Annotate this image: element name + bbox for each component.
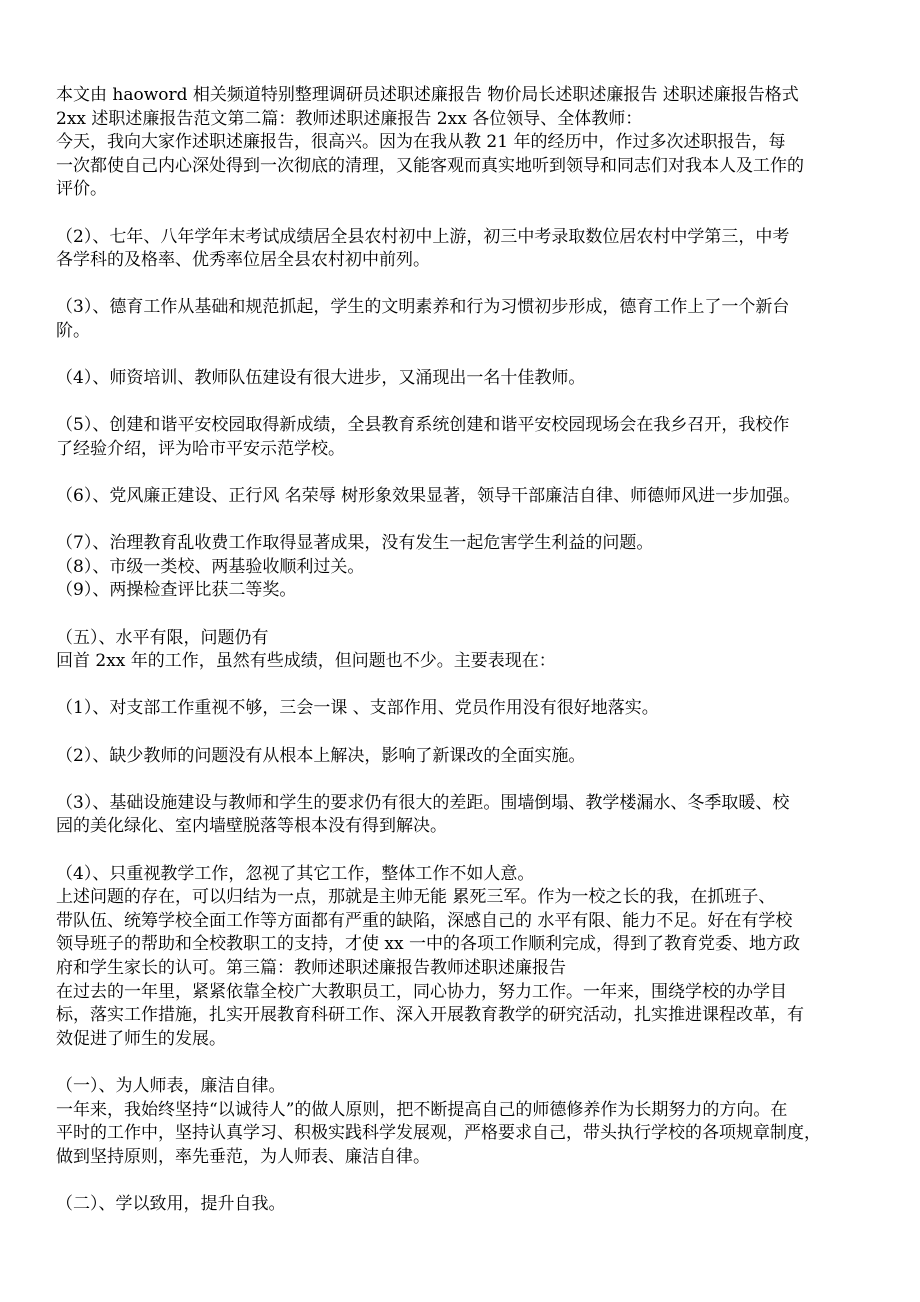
text-line: （一）、为人师表，廉洁自律。 [56, 1075, 286, 1096]
blank-line [56, 462, 876, 486]
text-line: 带队伍、统筹学校全面工作等方面都有严重的缺陷，深感自己的 水平有限、能力不足。好在有学校 [56, 910, 793, 931]
blank-line [56, 839, 876, 863]
text-line: 本文由 haoword 相关频道特别整理调研员述职述廉报告 物价局长述职述廉报告 述职述廉报告格式 [56, 85, 799, 105]
blank-line [56, 603, 876, 627]
text-line: （5）、创建和谐平安校园取得新成绩，全县教育系统创建和谐平安校园现场会在我乡召开，我校作 [56, 415, 790, 436]
text-line: （3）、基础设施建设与教师和学生的要求仍有很大的差距。围墙倒塌、教学楼漏水、冬季取暖、校 [56, 792, 790, 813]
text-line: 各学科的及格率、优秀率位居全县农村初中前列。 [56, 250, 430, 271]
blank-line [56, 721, 876, 745]
text-line: 园的美化绿化、室内墙壁脱落等根本没有得到解决。 [56, 816, 447, 837]
text-line: （4）、只重视教学工作，忽视了其它工作，整体工作不如人意。 [56, 863, 535, 884]
text-line: 府和学生家长的认可。第三篇：教师述职述廉报告教师述职述廉报告 [56, 957, 566, 978]
text-line: 回首 2xx 年的工作，虽然有些成绩，但问题也不少。主要表现在： [56, 651, 556, 672]
text-line: 一次都使自己内心深处得到一次彻底的清理，又能客观而真实地听到领导和同志们对我本人及工作的 [56, 155, 804, 176]
text-line: 领导班子的帮助和全校教职工的支持，才使 xx 一中的各项工作顺利完成，得到了教育党委、地方政 [56, 934, 800, 955]
text-line: （1）、对支部工作重视不够，三会一课 、支部作用、党员作用没有很好地落实。 [56, 698, 659, 719]
blank-line [56, 509, 876, 533]
text-line: （9）、两操检查评比获二等奖。 [56, 580, 297, 601]
text-line: （2）、缺少教师的问题没有从根本上解决，影响了新课改的全面实施。 [56, 745, 586, 766]
text-line: 做到坚持原则，率先垂范，为人师表、廉洁自律。 [56, 1146, 430, 1167]
blank-line [56, 344, 876, 368]
text-line: （8）、市级一类校、两基验收顺利过关。 [56, 556, 365, 577]
text-line: （2）、七年、八年学年末考试成绩居全县农村初中上游，初三中考录取数位居农村中学第三，中考 [56, 226, 790, 247]
text-line: 平时的工作中，坚持认真学习、积极实践科学发展观，严格要求自己，带头执行学校的各项规章制度， [56, 1123, 821, 1144]
text-line: 标，落实工作措施，扎实开展教育科研工作、深入开展教育教学的研究活动，扎实推进课程改革，有 [56, 1005, 804, 1026]
text-line: 一年来，我始终坚持“以诚待人”的做人原则，把不断提高自己的师德修养作为长期努力的方向。在 [56, 1099, 788, 1120]
blank-line [56, 273, 876, 297]
blank-line [56, 768, 876, 792]
blank-line [56, 391, 876, 415]
text-line: （3）、德育工作从基础和规范抓起，学生的文明素养和行为习惯初步形成，德育工作上了一个新台 [56, 297, 790, 318]
text-line: （二）、学以致用，提升自我。 [56, 1193, 286, 1214]
document-body [56, 84, 876, 1217]
text-line: 了经验介绍，评为哈市平安示范学校。 [56, 438, 345, 459]
text-line: 在过去的一年里，紧紧依靠全校广大教职员工，同心协力，努力工作。一年来，围绕学校的办学目 [56, 981, 787, 1002]
blank-line [56, 202, 876, 226]
text-line: （7）、治理教育乱收费工作取得显著成果，没有发生一起危害学生利益的问题。 [56, 533, 654, 554]
text-line: （6）、党风廉正建设、正行风 名荣辱 树形象效果显著，领导干部廉洁自律、师德师风进一步加强。 [56, 486, 801, 507]
text-line: 评价。 [56, 179, 107, 200]
text-line: 效促进了师生的发展。 [56, 1028, 226, 1049]
text-line: 今天，我向大家作述职述廉报告，很高兴。因为在我从教 21 年的经历中，作过多次述职报告，每 [56, 132, 786, 153]
blank-line [56, 674, 876, 698]
text-line: 上述问题的存在，可以归结为一点，那就是主帅无能 累死三军。作为一校之长的我，在抓班子、 [56, 887, 776, 908]
text-line: 2xx 述职述廉报告范文第二篇：教师述职述廉报告 2xx 各位领导、全体教师： [56, 108, 643, 129]
blank-line [56, 1051, 876, 1075]
blank-line [56, 1169, 876, 1193]
text-line: （五）、水平有限，问题仍有 [56, 627, 269, 648]
text-line: 阶。 [56, 320, 90, 341]
text-line: （4）、师资培训、教师队伍建设有很大进步，又涌现出一名十佳教师。 [56, 368, 586, 389]
